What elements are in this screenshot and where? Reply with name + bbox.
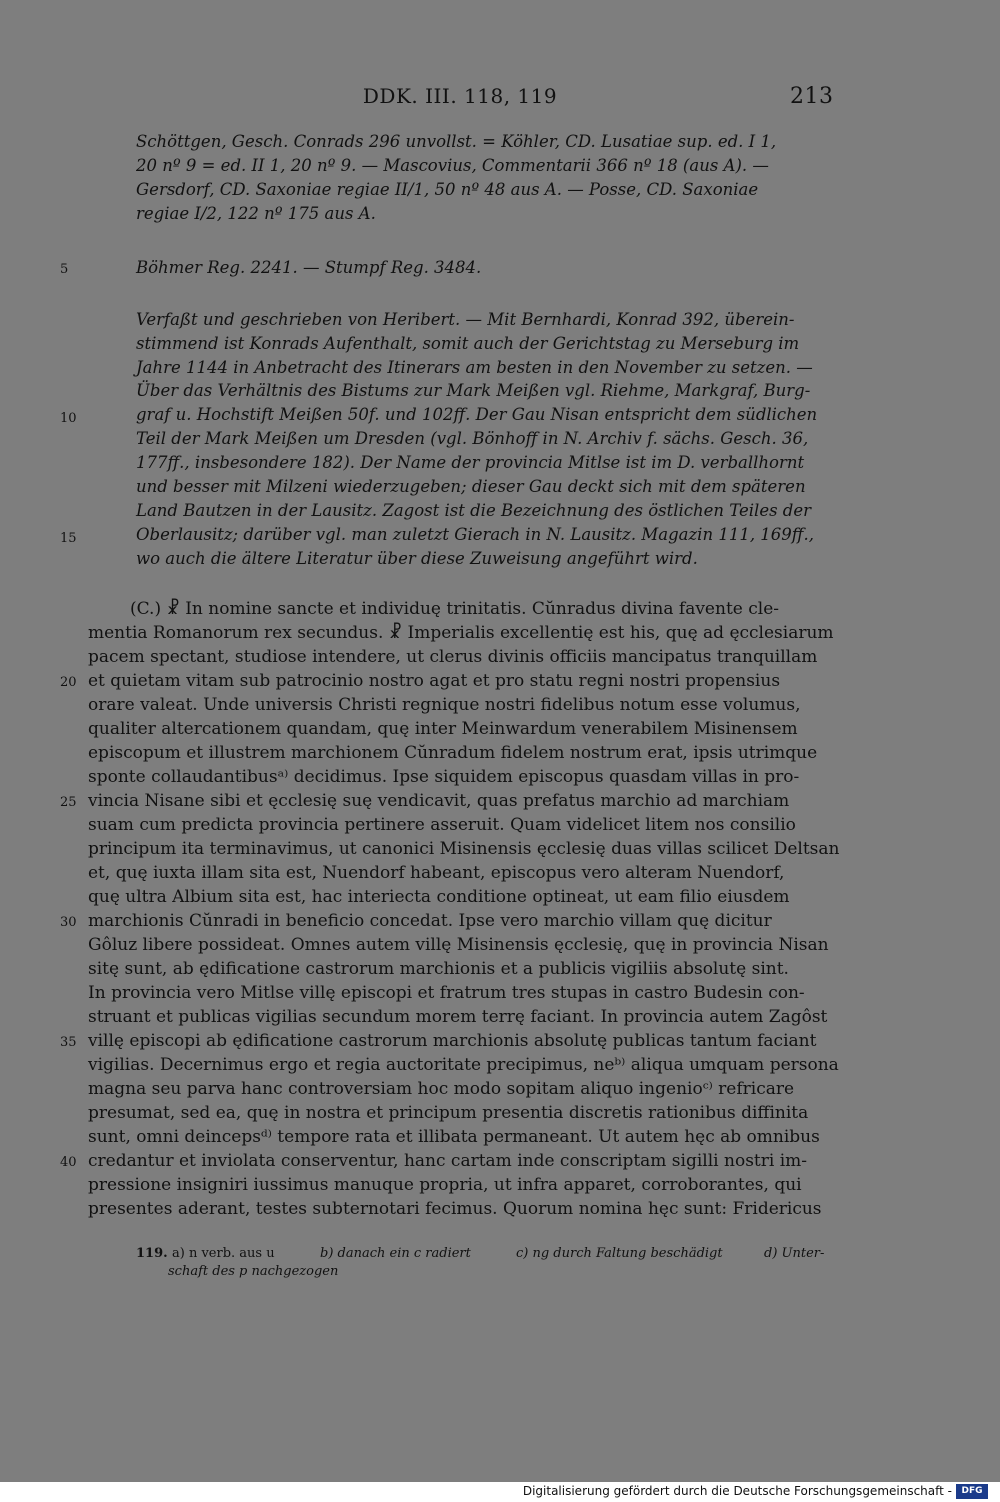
charter-line: mentia Romanorum rex secundus. ☧ Imperialis excellentię est his, quę ad ęcclesiarum — [88, 623, 834, 643]
footnote-a: a) n verb. aus u — [172, 1246, 275, 1261]
commentary-line: Teil der Mark Meißen um Dresden (vgl. Bönhoff in N. Archiv f. sächs. Gesch. 36, — [136, 429, 809, 448]
footnote-b: b) danach ein c radiert — [320, 1246, 471, 1261]
commentary-line: Jahre 1144 in Anbetracht des Itinerars am besten in den November zu setzen. — — [136, 358, 813, 377]
sources-line: Gersdorf, CD. Saxoniae regiae II/1, 50 nº 48 aus A. — Posse, CD. Saxoniae — [136, 180, 759, 199]
charter-line: sunt, omni deincepsᵈ⁾ tempore rata et illibata permaneant. Ut autem hęc ab omnibus — [88, 1127, 820, 1147]
header-title: DDK. III. 118, 119 — [362, 84, 558, 108]
charter-line: vincia Nisane sibi et ęcclesię suę vendicavit, quas prefatus marchio ad marchiam — [88, 791, 790, 811]
page-number: 213 — [790, 84, 834, 109]
line-number: 15 — [60, 531, 77, 546]
line-number: 40 — [60, 1155, 77, 1170]
commentary-line: 177ff., insbesondere 182). Der Name der provincia Mitlse ist im D. verballhornt — [136, 453, 805, 472]
commentary-line: wo auch die ältere Literatur über diese Zuweisung angeführt wird. — [136, 549, 698, 568]
charter-line: orare valeat. Unde universis Christi regnique nostri fidelibus notum esse volumus, — [88, 695, 801, 715]
charter-line: struant et publicas vigilias secundum morem terrę faciant. In provincia autem Zagôst — [88, 1007, 828, 1027]
charter-line: pacem spectant, studiose intendere, ut clerus divinis officiis mancipatus tranquillam — [88, 647, 818, 667]
charter-line: magna seu parva hanc controversiam hoc modo sopitam aliquo ingenioᶜ⁾ refricare — [88, 1079, 795, 1099]
footnote-d-continuation: schaft des p nachgezogen — [168, 1264, 339, 1279]
charter-line: sponte collaudantibusᵃ⁾ decidimus. Ipse siquidem episcopus quasdam villas in pro- — [88, 767, 800, 787]
footer-credit: Digitalisierung gefördert durch die Deutsche Forschungsgemeinschaft - — [522, 1484, 952, 1498]
sources-line: Schöttgen, Gesch. Conrads 296 unvollst. = Köhler, CD. Lusatiae sup. ed. I 1, — [136, 132, 777, 151]
charter-line: marchionis Cŭnradi in beneficio concedat. Ipse vero marchio villam quę dicitur — [88, 911, 772, 931]
footnote-line — [136, 1246, 825, 1261]
charter-line: qualiter altercationem quandam, quę inter Meinwardum venerabilem Misinensem — [88, 719, 798, 739]
line-number: 35 — [60, 1035, 77, 1050]
charter-line: episcopum et illustrem marchionem Cŭnradum fidelem nostrum erat, ipsis utrimque — [88, 743, 818, 763]
regest-line: Böhmer Reg. 2241. — Stumpf Reg. 3484. — [136, 258, 482, 277]
charter-line: et, quę iuxta illam sita est, Nuendorf habeant, episcopus vero alteram Nuendorf, — [88, 863, 785, 883]
commentary-line: stimmend ist Konrads Aufenthalt, somit auch der Gerichtstag zu Merseburg im — [136, 334, 800, 353]
line-number: 10 — [60, 411, 77, 426]
charter-line: vigilias. Decernimus ergo et regia auctoritate precipimus, neᵇ⁾ aliqua umquam persona — [88, 1055, 839, 1075]
footnote-d: d) Unter- — [764, 1246, 825, 1261]
commentary-line: und besser mit Milzeni wiederzugeben; dieser Gau deckt sich mit dem späteren — [136, 477, 806, 496]
sources-line: 20 nº 9 = ed. II 1, 20 nº 9. — Mascovius, Commentarii 366 nº 18 (aus A). — — [136, 156, 769, 175]
charter-line: presumat, sed ea, quę in nostra et principum presentia discretis rationibus diffinita — [88, 1103, 809, 1123]
dfg-logo: DFG — [956, 1484, 988, 1499]
commentary-line: Verfaßt und geschrieben von Heribert. — Mit Bernhardi, Konrad 392, überein- — [136, 310, 795, 329]
commentary-line: Oberlausitz; darüber vgl. man zuletzt Gierach in N. Lausitz. Magazin 111, 169ff., — [136, 525, 814, 544]
charter-line: et quietam vitam sub patrocinio nostro agat et pro statu regni nostri propensius — [88, 671, 781, 691]
footnote-c: c) ng durch Faltung beschädigt — [516, 1246, 723, 1261]
charter-line: villę episcopi ab ędificatione castrorum marchionis absolutę publicas tantum faciant — [88, 1031, 817, 1051]
line-number: 30 — [60, 915, 77, 930]
footnote-number: 119. — [136, 1246, 168, 1261]
line-number: 25 — [60, 795, 77, 810]
charter-line: quę ultra Albium sita est, hac interiecta conditione optineat, ut eam filio eiusdem — [88, 887, 790, 907]
charter-line: principum ita terminavimus, ut canonici Misinensis ęcclesię duas villas scilicet Deltsan — [88, 839, 840, 859]
line-number: 20 — [60, 675, 77, 690]
charter-line: suam cum predicta provincia pertinere asseruit. Quam videlicet litem nos consilio — [88, 815, 796, 835]
charter-line: In provincia vero Mitlse villę episcopi et fratrum tres stupas in castro Budesin con- — [88, 983, 805, 1003]
charter-line: presentes aderant, testes subternotari fecimus. Quorum nomina hęc sunt: Fridericus — [88, 1199, 822, 1219]
charter-line: sitę sunt, ab ędificatione castrorum marchionis et a publicis vigiliis absolutę sint. — [88, 959, 789, 979]
charter-line: (C.) ☧ In nomine sancte et individuę trinitatis. Cŭnradus divina favente cle- — [130, 599, 780, 619]
charter-line: Gôluz libere possideat. Omnes autem villę Misinensis ęcclesię, quę in provincia Nisan — [88, 935, 829, 955]
commentary-line: graf u. Hochstift Meißen 50f. und 102ff. Der Gau Nisan entspricht dem südlichen — [136, 405, 818, 424]
sources-line: regiae I/2, 122 nº 175 aus A. — [136, 204, 376, 223]
charter-line: pressione insigniri iussimus manuque propria, ut infra apparet, corroborantes, qui — [88, 1175, 802, 1195]
commentary-line: Über das Verhältnis des Bistums zur Mark Meißen vgl. Riehme, Markgraf, Burg- — [136, 381, 811, 400]
commentary-line: Land Bautzen in der Lausitz. Zagost ist die Bezeichnung des östlichen Teiles der — [136, 501, 812, 520]
charter-line: credantur et inviolata conserventur, hanc cartam inde conscriptam sigilli nostri im- — [88, 1151, 808, 1171]
line-number: 5 — [60, 262, 69, 277]
